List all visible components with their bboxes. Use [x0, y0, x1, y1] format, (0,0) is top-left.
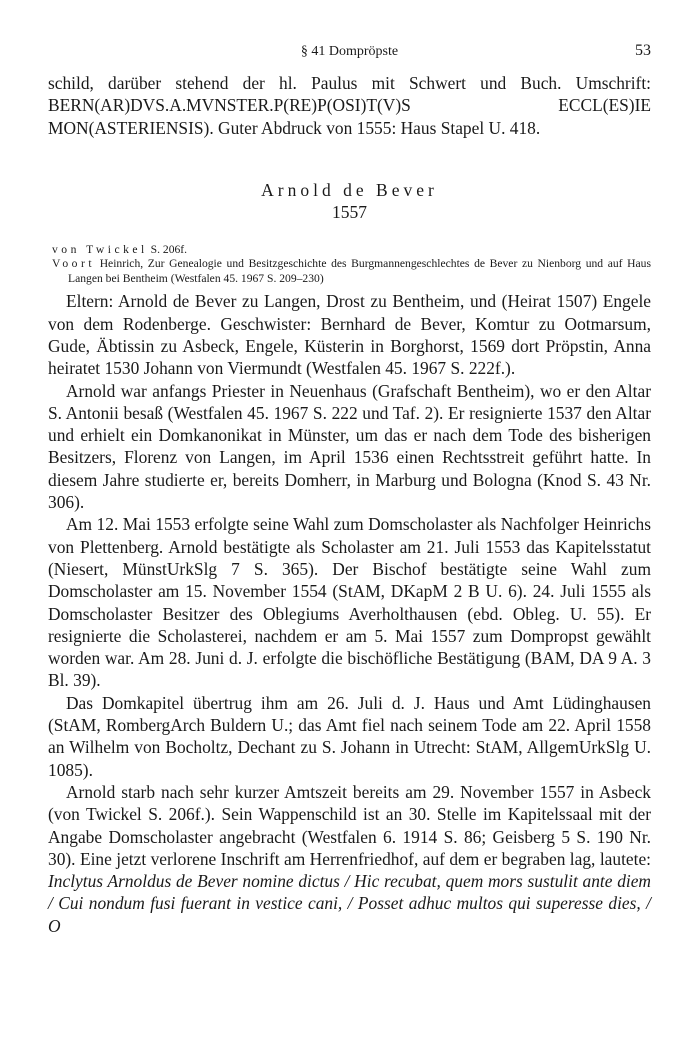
body-paragraph-last	[48, 781, 651, 937]
document-page	[48, 40, 651, 937]
entry-heading	[48, 179, 651, 223]
body-paragraph: Am 12. Mai 1553 erfolgte seine Wahl zum Domscholaster als Nachfolger Heinrichs von Plettenberg. Arnold bestätigte als Scholaster am 21. Juli 1553 das Kapitelsstatut (Niesert, MünstUrkSlg 7 S. 365). Der Bischof bestätigte seine Wahl zum Domscholaster am 15. November 1554 (StAM, DKapM 2 B U. 6). 24. Juli 1555 als Domscholaster Besitzer des Oblegiums Averholthausen (ebd. Obleg. U. 55). Er resignierte die Scholasterei, nachdem er am 5. Mai 1557 zum Dompropst gewählt worden war. Am 28. Juni d. J. erfolgte die bischöfliche Bestätigung (BAM, DA 9 A. 3 Bl. 39).	[48, 514, 651, 691]
inscription-text: Inclytus Arnoldus de Bever nomine dictus / Hic recubat, quem mors sustulit ante diem / Cui nondum fusi fuerant in vestice cani, / Posset adhuc multos qui superesse dies, / O	[48, 871, 651, 936]
reference-list	[48, 243, 651, 287]
entry-name: Arnold de Bever	[261, 179, 438, 200]
page-number: 53	[635, 42, 651, 59]
reference-text: S. 206f.	[150, 242, 188, 256]
reference-author: von Twickel	[52, 242, 148, 256]
reference-item	[48, 257, 651, 286]
body-paragraph: Das Domkapitel übertrug ihm am 26. Juli d. J. Haus und Amt Lüdinghausen (StAM, RombergArch Buldern U.; das Amt fiel nach seinem Tode am 22. April 1558 an Wilhelm von Bocholtz, Dechant zu S. Johann in Utrecht: StAM, AllgemUrkSlg U. 1085).	[48, 692, 651, 780]
body-paragraph: Eltern: Arnold de Bever zu Langen, Drost zu Bentheim, und (Heirat 1507) Engele von dem Rodenberge. Geschwister: Bernhard de Bever, Komtur zu Ootmarsum, Gude, Äbtissin zu Asbeck, Engele, Küsterin in Borghorst, 1569 dort Pröpstin, Anna heiratet 1530 Johann von Viermundt (Westfalen 45. 1967 S. 222f.).	[48, 291, 651, 379]
running-header	[48, 40, 651, 64]
reference-text: Heinrich, Zur Genealogie und Besitzgeschichte des Burgmannengeschlechtes de Bever zu Nienborg und auf Haus Langen bei Bentheim (Westfalen 45. 1967 S. 209–230)	[68, 257, 651, 285]
reference-item	[48, 243, 651, 258]
paragraph-text: Arnold starb nach sehr kurzer Amtszeit bereits am 29. November 1557 in Asbeck (von Twickel S. 206f.). Sein Wappenschild ist an 30. Stelle im Kapitelssaal mit der Angabe Domscholaster angebracht (Westfalen 6. 1914 S. 86; Geisberg 5 S. 190 Nr. 30). Eine jetzt verlorene Inschrift am Herrenfriedhof, auf dem er begraben lag, lautete:	[48, 781, 651, 869]
body-paragraph: Arnold war anfangs Priester in Neuenhaus (Grafschaft Bentheim), wo er den Altar S. Antonii besaß (Westfalen 45. 1967 S. 222 und Taf. 2). Er resignierte 1537 den Altar und erhielt ein Domkanonikat in Münster, um das er nach dem Tode des bisherigen Besitzers, Florenz von Langen, im April 1536 einen Rechtsstreit geführt hatte. In diesem Jahre studierte er, bereits Domherr, in Marburg und Bologna (Knod S. 43 Nr. 306).	[48, 380, 651, 513]
entry-year: 1557	[332, 201, 367, 222]
continuation-paragraph: schild, darüber stehend der hl. Paulus mit Schwert und Buch. Umschrift: BERN(AR)DVS.A.MVNSTER.P(RE)P(OSI)T(V)S ECCL(ES)IE MON(ASTERIENSIS). Guter Abdruck von 1555: Haus Stapel U. 418.	[48, 73, 651, 138]
reference-author: Voort	[52, 257, 96, 271]
running-title: § 41 Dompröpste	[300, 44, 399, 59]
